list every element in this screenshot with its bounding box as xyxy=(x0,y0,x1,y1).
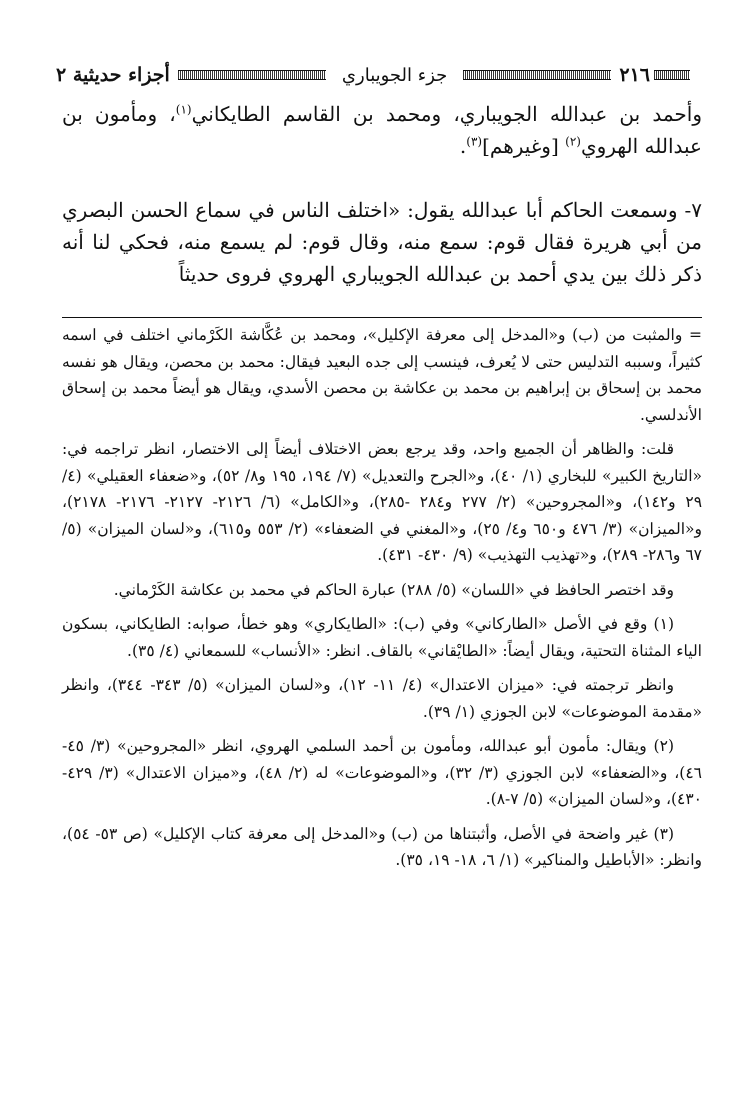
footnote-ref-2: (٢) xyxy=(565,134,581,149)
footnote-continuation: وقد اختصر الحافظ في «اللسان» (٥/ ٢٨٨) عبارة الحاكم في محمد بن عكاشة الكَرْماني. xyxy=(113,580,674,599)
main-text: [وغيرهم] xyxy=(482,134,566,158)
footnote-1-continuation: وانظر ترجمته في: «ميزان الاعتدال» (٤/ ١١- ١٢)، و«لسان الميزان» (٥/ ٣٤٣- ٣٤٤)، وانظر «مقدمة الموضوعات» لابن الجوزي (١/ ٣٩). xyxy=(62,676,702,721)
footnote-ref-3: (٣) xyxy=(466,134,483,149)
footnote-ref-1: (١) xyxy=(175,102,192,117)
header-rule-right xyxy=(463,70,611,80)
main-paragraph-1 xyxy=(62,98,702,162)
footnote-continuation: قلت: والظاهر أن الجميع واحد، وقد يرجع بعض الاختلاف أيضاً إلى الاختصار، انظر تراجمه في: «التاريخ الكبير» للبخاري (١/ ٤٠)، و«الجرح والتعديل» (٧/ ١٩٤، ١٩٥ و٨/ ٥٢)، و«ضعفاء العقيلي» (٤/ ٢٩ و١٤٢)، و«المجروحين» (٢/ ٢٧٧ و٢٨٤ -٢٨٥)، و«الكامل» (٦/ ٢١٢٦- ٢١٢٧- ٢١٧٦- ٢١٧٨)، و«الميزان» (٣/ ٤٧٦ و٦٥٠ و٤/ ٢٥)، و«المغني في الضعفاء» (٢/ ٥٥٣ و٦١٥)، و«لسان الميزان» (٥/ ٦٧ و٢٨٦- ٢٨٩)، و«تهذيب التهذيب» (٩/ ٤٣٠- ٤٣١). xyxy=(62,440,703,564)
footnote-1: (١) وقع في الأصل «الطاركاني» وفي (ب): «الطايكاري» وهو خطأ، صوابه: الطايكاني، بسكون الياء المثناة التحتية، ويقال أيضاً: «الطايْقاني» بالقاف. انظر: «الأنساب» للسمعاني (٤/ ٣٥). xyxy=(62,615,702,660)
footnotes xyxy=(62,322,702,882)
main-text: ، ومأمون بن عبدالله الهروي xyxy=(62,102,702,158)
main-paragraph-2 xyxy=(62,194,702,290)
footnote-separator xyxy=(62,317,702,318)
page-number: ٢١٦ xyxy=(619,64,650,86)
footnote-3: (٣) غير واضحة في الأصل، وأثبتناها من (ب) و«المدخل إلى معرفة كتاب الإكليل» (ص ٥٣- ٥٤)، وانظر: «الأباطيل والمناكير» (١/ ٦، ١٨- ١٩، ٣٥). xyxy=(62,824,702,869)
section-title: جزء الجويباري xyxy=(341,64,448,86)
book-title: أجزاء حديثية ٢ xyxy=(56,64,170,86)
footnote-continuation: = والمثبت من (ب) و«المدخل إلى معرفة الإكليل»، ومحمد بن عُكَّاشة الكَرْماني اختلف في اسمه كثيراً، وسببه التدليس حتى لا يُعرف، فينسب إلى جده البعيد فيقال: محمد بن محصن، ويقال هو نفسه محمد بن إسحاق بن إبراهيم بن محمد بن عكاشة بن محصن الأسدي، ويقال هو أيضاً محمد بن إسحاق الأندلسي. xyxy=(62,326,702,424)
header-rule-end xyxy=(654,70,690,80)
running-header xyxy=(56,62,696,88)
main-text: وأحمد بن عبدالله الجويباري، ومحمد بن القاسم الطايكاني xyxy=(191,102,702,126)
main-text: . xyxy=(459,134,467,158)
footnote-2: (٢) ويقال: مأمون أبو عبدالله، ومأمون بن أحمد السلمي الهروي، انظر «المجروحين» (٣/ ٤٥- ٤٦)، و«الضعفاء» لابن الجوزي (٣/ ٣٢)، و«الموضوعات» له (٢/ ٤٨)، و«ميزان الاعتدال» (٣/ ٤٢٩- ٤٣٠)، و«لسان الميزان» (٥/ ٧-٨). xyxy=(62,737,702,808)
hadith-text: ٧- وسمعت الحاكم أبا عبدالله يقول: «اختلف الناس في سماع الحسن البصري من أبي هريرة فقال قوم: سمع منه، وقال قوم: لم يسمع منه، فحكي لنا أنه ذكر ذلك بين يدي أحمد بن عبدالله الجويباري الهروي فروى حديثاً xyxy=(62,198,702,286)
header-rule-left xyxy=(178,70,326,80)
